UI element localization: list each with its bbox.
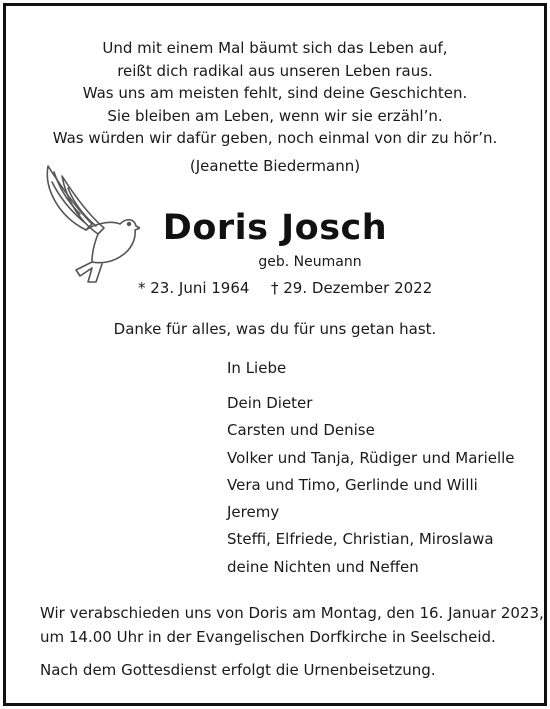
- thanks-line: Danke für alles, was du für uns getan hast.: [113, 320, 437, 338]
- birth-date: * 23. Juni 1964: [138, 279, 250, 297]
- urn-note: Nach dem Gottesdienst erfolgt die Urnenbeisetzung.: [40, 661, 436, 679]
- poem-author: (Jeanette Biedermann): [189, 157, 361, 175]
- list-item: Volker und Tanja, Rüdiger und Marielle: [227, 448, 515, 467]
- maiden-name: geb. Neumann: [258, 254, 362, 270]
- death-date: † 29. Dezember 2022: [271, 279, 433, 297]
- list-item: Steffi, Elfriede, Christian, Miroslawa: [227, 530, 494, 549]
- deceased-name: Doris Josch: [162, 208, 388, 248]
- mourners-list: [227, 390, 515, 581]
- list-item: Dein Dieter: [227, 394, 313, 412]
- list-item: Carsten und Denise: [227, 421, 375, 440]
- list-item: Jeremy: [227, 503, 280, 522]
- mourners-intro: In Liebe: [227, 359, 287, 377]
- obituary-frame: [3, 3, 547, 706]
- poem-line: reißt dich radikal aus unseren Leben raus.: [117, 61, 433, 80]
- poem-line: Sie bleiben am Leben, wenn wir sie erzähl’n.: [107, 106, 443, 125]
- poem-line: Was uns am meisten fehlt, sind deine Geschichten.: [82, 84, 468, 103]
- list-item: deine Nichten und Neffen: [227, 557, 419, 576]
- service-info: [40, 602, 544, 649]
- poem-line: Was würden wir dafür geben, noch einmal von dir zu hör’n.: [52, 129, 498, 148]
- poem-line: Und mit einem Mal bäumt sich das Leben auf,: [102, 39, 448, 57]
- service-line: Wir verabschieden uns von Doris am Montag, den 16. Januar 2023,: [40, 604, 544, 622]
- list-item: Vera und Timo, Gerlinde und Willi: [227, 475, 478, 494]
- service-line: um 14.00 Uhr in der Evangelischen Dorfkirche in Seelscheid.: [40, 627, 496, 646]
- poem: [6, 37, 544, 150]
